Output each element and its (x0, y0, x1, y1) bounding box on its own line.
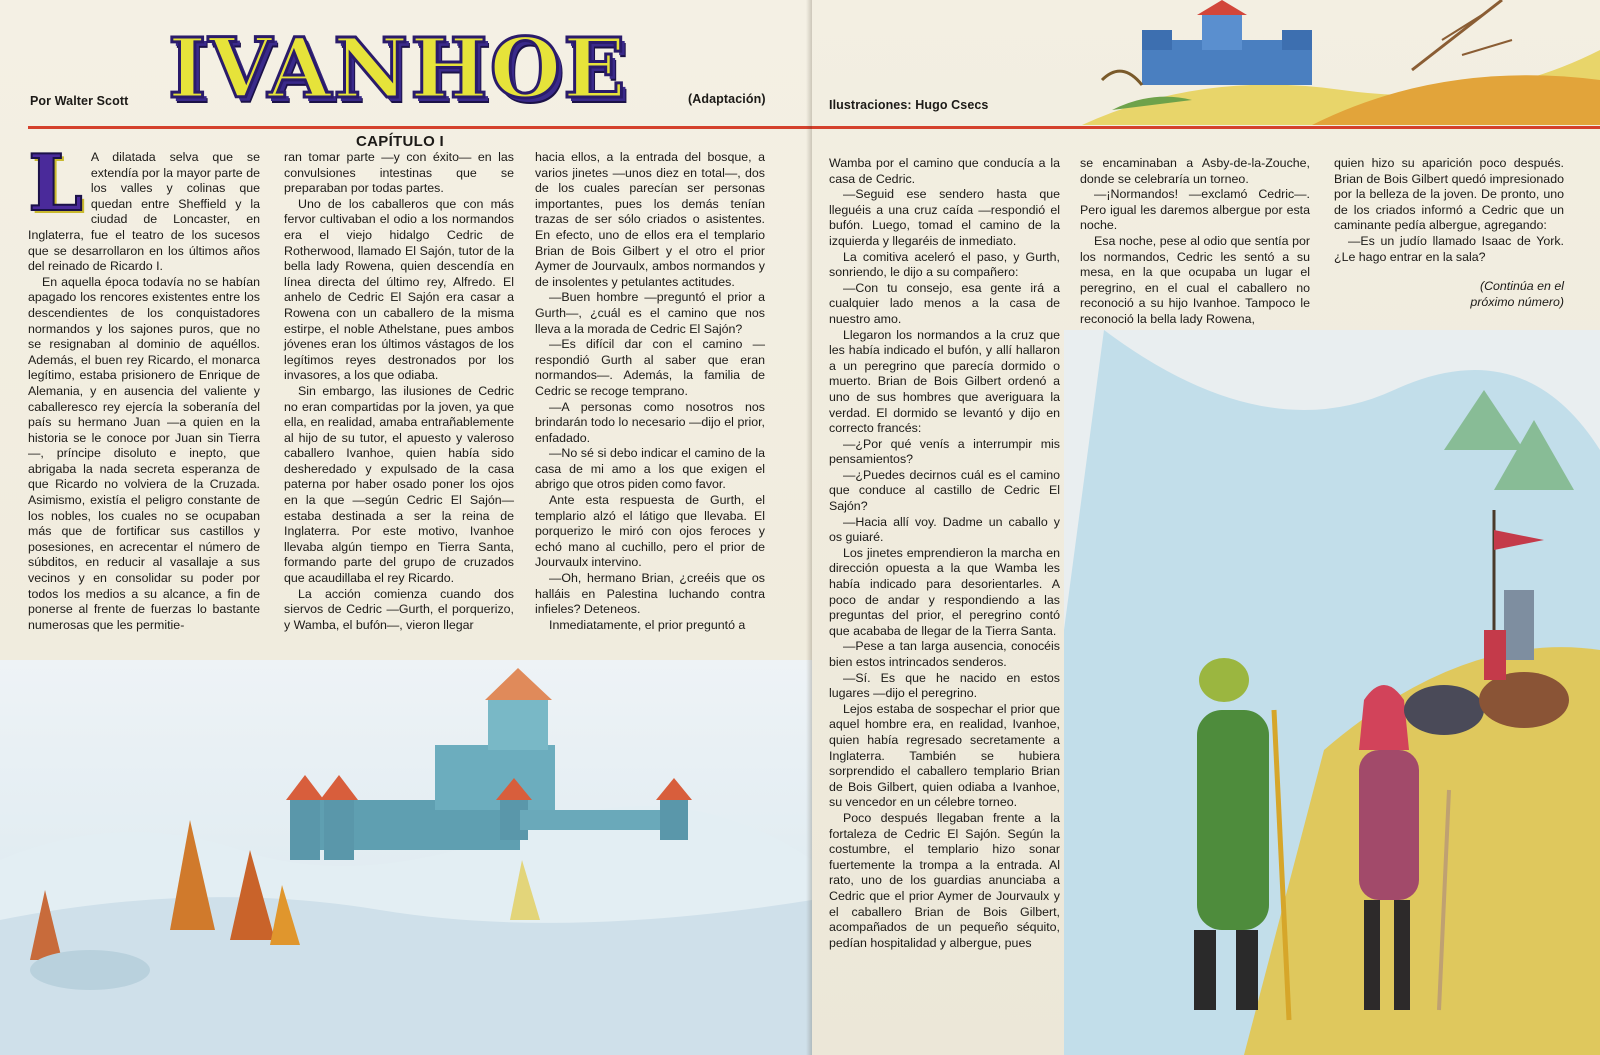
story-paragraph: Wamba por el camino que conducía a la casa de Cedric. (829, 156, 1060, 186)
story-paragraph: Lejos estaba de sospechar el prior que aquel hombre era, en realidad, Ivanhoe, quien había regresado secretamente a Inglaterra. También se hubiera sorprendido el caballero templario Brian de Bois Gilbert, quien odiaba a Ivanhoe, su vencedor en un célebre torneo. (829, 701, 1060, 810)
page-title: IVANHOE (168, 21, 628, 117)
castle-illustration (0, 660, 812, 1055)
story-paragraph: ran tomar parte —y con éxito— en las convulsiones intestinas que se preparaban por todas partes. (284, 150, 514, 196)
text-column-2 (284, 150, 514, 633)
adaptation-note: (Adaptación) (688, 92, 766, 106)
continued-note: (Continúa en el próximo número) (1470, 279, 1564, 309)
story-paragraph: se encaminaban a Asby-de-la-Zouche, donde se celebraría un torneo. (1080, 156, 1310, 186)
top-castle-illustration (1082, 0, 1600, 125)
story-paragraph: Los jinetes emprendieron la marcha en dirección opuesta a la que Wamba les había indicado para desorientarles. A poco de andar y respondiendo a las preguntas del prior, el peregrino contó que acababa de llegar de la Tierra Santa. (829, 545, 1060, 638)
header-rule-right (812, 126, 1600, 129)
text-column-3 (535, 150, 765, 633)
text-column-1 (28, 138, 260, 633)
story-paragraph: Esa noche, pese al odio que sentía por los normandos, Cedric les sentó a su mesa, en la que ocupaba un lugar el peregrino, en el cual el caballero no reconoció a su hijo Ivanhoe. Tampoco le reconoció la bella lady Rowena, (1080, 233, 1310, 326)
pilgrim-knights-illustration (1064, 330, 1600, 1055)
story-paragraph: Llegaron los normandos a la cruz que les había indicado el bufón, y allí hallaron a un peregrino que parecía dormido o muerto. Brian de Bois Gilbert ordenó a uno de sus hombres que averiguara la verdad. El dormido se levantó y dijo en correcto francés: (829, 327, 1060, 436)
story-paragraph: —Sí. Es que he nacido en estos lugares —dijo el peregrino. (829, 670, 1060, 701)
story-paragraph: —Seguid ese sendero hasta que lleguéis a una cruz caída —respondió el bufón. Luego, tomad el camino de la izquierda y llegaréis de inmediato. (829, 187, 1060, 248)
story-paragraph: —¡Normandos! —exclamó Cedric—. Pero igual les daremos albergue por esta noche. (1080, 187, 1310, 233)
text-column-6 (1334, 156, 1564, 310)
right-page (812, 0, 1600, 1055)
author-credit: Por Walter Scott (30, 94, 129, 108)
story-paragraph: —¿Por qué venís a interrumpir mis pensamientos? (829, 436, 1060, 467)
story-paragraph: L A dilatada selva que se extendía por la mayor parte de los valles y colinas que quedan entre Sheffield y la ciudad de Loncaster, en Inglaterra, fue el teatro de los sucesos que se desarrollaron en los últimos años del reinado de Ricardo I. (28, 138, 260, 274)
story-paragraph: Uno de los caballeros que con más fervor cultivaban el odio a los normandos era el viejo hidalgo Cedric de Rotherwood, llamado El Sajón, tutor de la bella lady Rowena, quien descendía en línea directa del último rey, Alfredo. El anhelo de Cedric El Sajón era casar a Rowena con un caballero de la misma estirpe, el noble Athelstane, pues ambos jóvenes eran los últimos vástagos de los legítimos reyes destronados por los invasores, a los que odiaba. (284, 196, 514, 383)
illustrator-credit: Ilustraciones: Hugo Csecs (829, 98, 989, 112)
story-paragraph: Poco después llegaban frente a la fortaleza de Cedric El Sajón. Según la costumbre, el templario hizo sonar fuertemente la trompa a la entrada. Al rato, uno de los guardias anunciaba a Cedric que el prior Aymer de Jourvaulx y el caballero Brian de Bois Gilbert, acompañados de un pequeño séquito, pedían hospitalidad y albergue, pues (829, 810, 1060, 950)
story-paragraph: Sin embargo, las ilusiones de Cedric no eran compartidas por la joven, ya que ella, en realidad, amaba entrañablemente al hijo de su tutor, el apuesto y valeroso caballero Ivanhoe, quien había sido desheredado y expulsado de la casa paterna por haber osado poner los ojos en la que —según Cedric El Sajón— estaba destinada a ser la reina de Inglaterra. Por este motivo, Ivanhoe llevaba algún tiempo en Tierra Santa, formando parte del grupo de cruzados que acaudillaba el rey Ricardo. (284, 383, 514, 586)
story-paragraph: —Oh, hermano Brian, ¿creéis que os halláis en Palestina luchando contra infieles? Deteneos. (535, 571, 765, 617)
story-paragraph: —No sé si debo indicar el camino de la casa de mi amo a los que exigen el abrigo que otros piden como favor. (535, 446, 765, 492)
story-paragraph: —Es difícil dar con el camino —respondió Gurth al saber que eran normandos—. Además, la familia de Cedric se recoge temprano. (535, 337, 765, 398)
story-paragraph: hacia ellos, a la entrada del bosque, a varios jinetes —unos diez en total—, dos de los cuales parecían ser personas importantes, pues los demás tenían trazas de ser sólo criados o asistentes. En efecto, uno de ellos era el templario Brian de Bois Gilbert y el otro el prior Aymer de Jourvaulx, ambos normandos y de insolentes y petulantes actitudes. (535, 150, 765, 289)
story-paragraph: La comitiva aceleró el paso, y Gurth, sonriendo, le dijo a su compañero: (829, 249, 1060, 280)
story-paragraph: —Con tu consejo, esa gente irá a cualquier lado menos a la casa de nuestro amo. (829, 280, 1060, 326)
story-paragraph: Inmediatamente, el prior preguntó a (549, 617, 746, 632)
story-paragraph: —Pese a tan larga ausencia, conocéis bien estos intrincados senderos. (829, 639, 1060, 669)
story-paragraph: —Hacia allí voy. Dadme un caballo y os guiaré. (829, 514, 1060, 545)
story-paragraph: La acción comienza cuando dos siervos de Cedric —Gurth, el porquerizo, y Wamba, el bufón—, vieron llegar (284, 586, 514, 632)
drop-cap: L (28, 138, 83, 229)
header-rule (28, 126, 812, 129)
chapter-heading: CAPÍTULO I (356, 133, 444, 150)
story-paragraph: Ante esta respuesta de Gurth, el templario alzó el látigo que llevaba. El porquerizo le miró con ojos feroces y echó mano al cuchillo, pero el prior de Jourvaulx intervino. (535, 493, 765, 570)
story-paragraph: —¿Puedes decirnos cuál es el camino que conduce al castillo de Cedric El Sajón? (829, 467, 1060, 514)
story-paragraph: —A personas como nosotros nos brindarán todo lo necesario —dijo el prior, enfadado. (535, 399, 765, 445)
story-paragraph: —Es un judío llamado Isaac de York. ¿Le hago entrar en la sala? (1334, 233, 1564, 264)
story-paragraph: quien hizo su aparición poco después. Brian de Bois Gilbert quedó impresionado por la belleza de la joven. De pronto, uno de los criados informó a Cedric que un caminante pedía albergue, agregando: (1334, 156, 1564, 233)
text-column-4 (829, 156, 1060, 951)
story-paragraph: —Buen hombre —preguntó el prior a Gurth—, ¿cuál es el camino que nos lleva a la morada de Cedric El Sajón? (535, 290, 765, 336)
story-paragraph: En aquella época todavía no se habían apagado los rencores existentes entre los descendientes de los conquistadores normandos y los sajones puros, que no se resignaban al dominio de aquéllos. Además, el buen rey Ricardo, el monarca legítimo, estaba prisionero de Enrique de Alemania, y en ausencia del valiente y caballeresco rey ejercía la soberanía del país su hermano Juan —a quien en la historia se le conoce por Juan sin Tierra—, príncipe disoluto e inepto, que abrigaba la nada secreta esperanza de que Ricardo no volviera de la Cruzada. Asimismo, existía el peligro constante de los nobles, los cuales no se ocupaban más que de fortificar sus castillos y posesiones, en acrecentar el número de súbditos, en reducir al vasallaje a sus vecinos y en consolidar su poder por todos los medios a su alcance, a fin de ponerse al frente de fuerzas lo bastante numerosas que les permitie- (28, 274, 260, 632)
text-column-5 (1080, 156, 1310, 328)
